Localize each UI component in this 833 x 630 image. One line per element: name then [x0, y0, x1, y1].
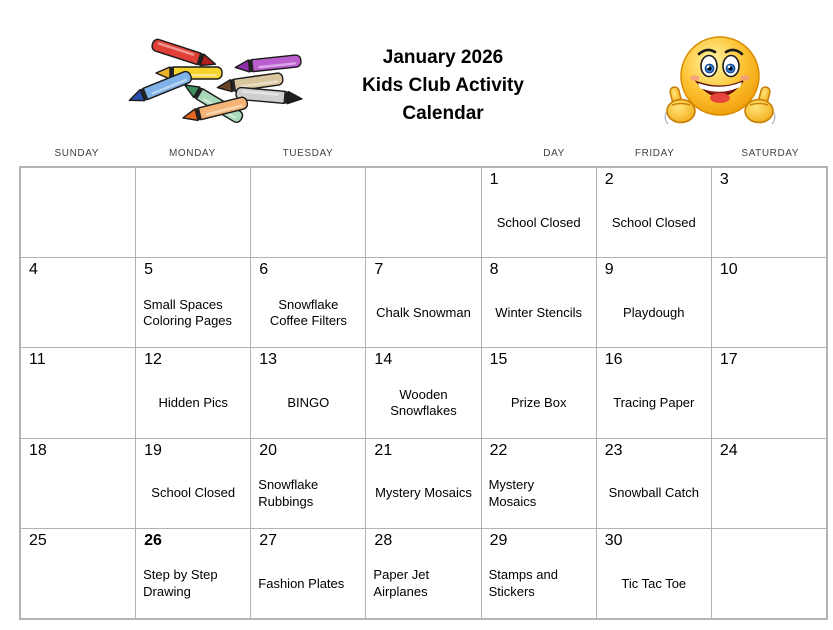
title-line-month: January 2026 — [382, 47, 504, 68]
calendar-grid — [19, 166, 828, 620]
calendar-cell — [597, 348, 711, 437]
activity-line: Stickers — [488, 583, 535, 599]
day-number: 2 — [604, 171, 614, 188]
day-number: 10 — [719, 261, 738, 279]
calendar-cell — [21, 348, 135, 437]
day-number: 30 — [604, 531, 623, 549]
calendar-cell — [597, 439, 711, 528]
day-number: 25 — [29, 531, 47, 549]
calendar-cell — [21, 168, 135, 257]
activity-label — [255, 374, 361, 432]
calendar-cell — [136, 439, 250, 528]
calendar-cell — [712, 348, 826, 437]
calendar-cell — [482, 168, 596, 257]
activity-label — [255, 284, 361, 342]
calendar-cell — [482, 529, 596, 618]
activity-line: Coffee Filters — [269, 313, 347, 329]
calendar-cell — [712, 439, 826, 528]
day-number: 7 — [374, 261, 384, 279]
activity-line: Airplanes — [373, 583, 428, 599]
calendar-cell — [366, 529, 480, 618]
activity-label — [486, 284, 592, 342]
activity-line: Prize Box — [510, 395, 567, 411]
activity-label — [601, 555, 707, 613]
activity-label — [140, 465, 246, 523]
calendar-cell — [251, 529, 365, 618]
activity-line: Mystery — [488, 477, 535, 493]
activity-label — [140, 555, 246, 613]
activity-line: School Closed — [496, 214, 581, 230]
weekday-header-row — [19, 145, 828, 162]
activity-line: Tic Tac Toe — [621, 575, 687, 591]
activity-line: Drawing — [143, 583, 191, 599]
day-number: 18 — [29, 441, 47, 459]
smiley-illustration — [661, 27, 779, 135]
activity-line: Hidden Pics — [158, 395, 228, 411]
day-number: 23 — [604, 441, 623, 459]
activity-line: School Closed — [611, 214, 696, 230]
activity-label — [140, 284, 246, 342]
calendar-cell — [482, 348, 596, 437]
activity-line: Fashion Plates — [258, 575, 345, 591]
calendar-cell — [712, 258, 826, 347]
day-number: 28 — [374, 531, 393, 549]
day-number: 3 — [719, 171, 729, 188]
activity-line: Paper Jet — [373, 567, 430, 583]
activity-line: Small Spaces — [143, 296, 223, 312]
calendar-cell — [21, 258, 135, 347]
activity-label — [601, 374, 707, 432]
calendar-cell — [366, 439, 480, 528]
activity-line: Snowflake — [278, 296, 339, 312]
activity-line: Mosaics — [488, 493, 537, 509]
activity-line: Mystery Mosaics — [375, 485, 472, 501]
activity-line: Snowflake — [258, 477, 319, 493]
calendar-cell — [366, 348, 480, 437]
calendar-cell — [136, 258, 250, 347]
day-number: 6 — [259, 261, 269, 279]
calendar-cell — [251, 168, 365, 257]
activity-label — [140, 374, 246, 432]
day-number: 24 — [719, 441, 738, 459]
day-number: 1 — [489, 171, 499, 188]
activity-label — [601, 284, 707, 342]
activity-line: Step by Step — [143, 567, 218, 583]
calendar-cell — [597, 258, 711, 347]
day-number: 26 — [144, 531, 162, 549]
day-number: 17 — [719, 351, 738, 369]
thumbs-up-smiley-image — [661, 27, 779, 135]
activity-line: Stamps and — [488, 567, 558, 583]
activity-label — [370, 284, 476, 342]
weekday-header-friday: FRIDAY — [634, 148, 675, 159]
activity-line: Winter Stencils — [495, 305, 582, 321]
day-number: 21 — [374, 441, 393, 459]
calendar-cell — [597, 168, 711, 257]
day-number: 29 — [489, 531, 508, 549]
calendar-cell — [366, 258, 480, 347]
calendar-cell — [482, 439, 596, 528]
calendar-cell — [366, 168, 480, 257]
activity-line: Playdough — [623, 305, 685, 321]
calendar-cell — [712, 529, 826, 618]
activity-line: Chalk Snowman — [376, 305, 471, 321]
crayons-image — [106, 26, 310, 128]
calendar-cell — [21, 529, 135, 618]
day-number: 15 — [489, 351, 508, 369]
activity-label — [486, 194, 592, 252]
day-number: 11 — [29, 351, 46, 369]
activity-line: Tracing Paper — [613, 395, 695, 411]
calendar-cell — [482, 258, 596, 347]
title-line-club: Kids Club Activity — [362, 75, 524, 96]
weekday-header-wednesday — [366, 145, 482, 162]
day-number: 22 — [489, 441, 508, 459]
calendar-cell — [251, 258, 365, 347]
weekday-header-sunday: SUNDAY — [54, 148, 100, 159]
activity-label — [601, 465, 707, 523]
activity-label — [370, 555, 476, 613]
day-number: 14 — [374, 351, 393, 369]
page-title — [318, 44, 568, 128]
calendar-cell — [136, 529, 250, 618]
calendar-cell — [21, 439, 135, 528]
activity-label — [486, 374, 592, 432]
activity-line: School Closed — [151, 485, 236, 501]
calendar-cell — [251, 348, 365, 437]
activity-label — [370, 465, 476, 523]
calendar-cell — [712, 168, 826, 257]
activity-label — [370, 374, 476, 432]
activity-line: Snowflakes — [390, 403, 457, 419]
activity-label — [255, 555, 361, 613]
day-number: 13 — [259, 351, 278, 369]
calendar-cell — [251, 439, 365, 528]
day-number: 5 — [144, 261, 154, 279]
day-number: 16 — [604, 351, 623, 369]
calendar-cell — [136, 348, 250, 437]
day-number: 20 — [259, 441, 278, 459]
day-number: 9 — [604, 261, 614, 279]
weekday-header-saturday: SATURDAY — [741, 148, 800, 159]
day-number: 4 — [29, 261, 38, 279]
activity-label — [601, 194, 707, 252]
activity-line: Coloring Pages — [143, 313, 233, 329]
activity-line: BINGO — [287, 395, 330, 411]
day-number: 8 — [489, 261, 499, 279]
weekday-header-tuesday: TUESDAY — [282, 148, 334, 159]
activity-label — [486, 465, 592, 523]
title-line-calendar: Calendar — [402, 103, 484, 124]
activity-line: Wooden — [399, 386, 448, 402]
activity-label — [486, 555, 592, 613]
day-number: 27 — [259, 531, 278, 549]
crayons-illustration — [106, 26, 310, 128]
weekday-header-monday: MONDAY — [168, 148, 216, 159]
activity-line: Rubbings — [258, 493, 314, 509]
day-number: 19 — [144, 441, 162, 459]
activity-line: Snowball Catch — [608, 485, 699, 501]
activity-label — [255, 465, 361, 523]
calendar-cell — [136, 168, 250, 257]
calendar-cell — [597, 529, 711, 618]
day-number: 12 — [144, 351, 162, 369]
weekday-header-thursday: DAY — [543, 148, 565, 159]
